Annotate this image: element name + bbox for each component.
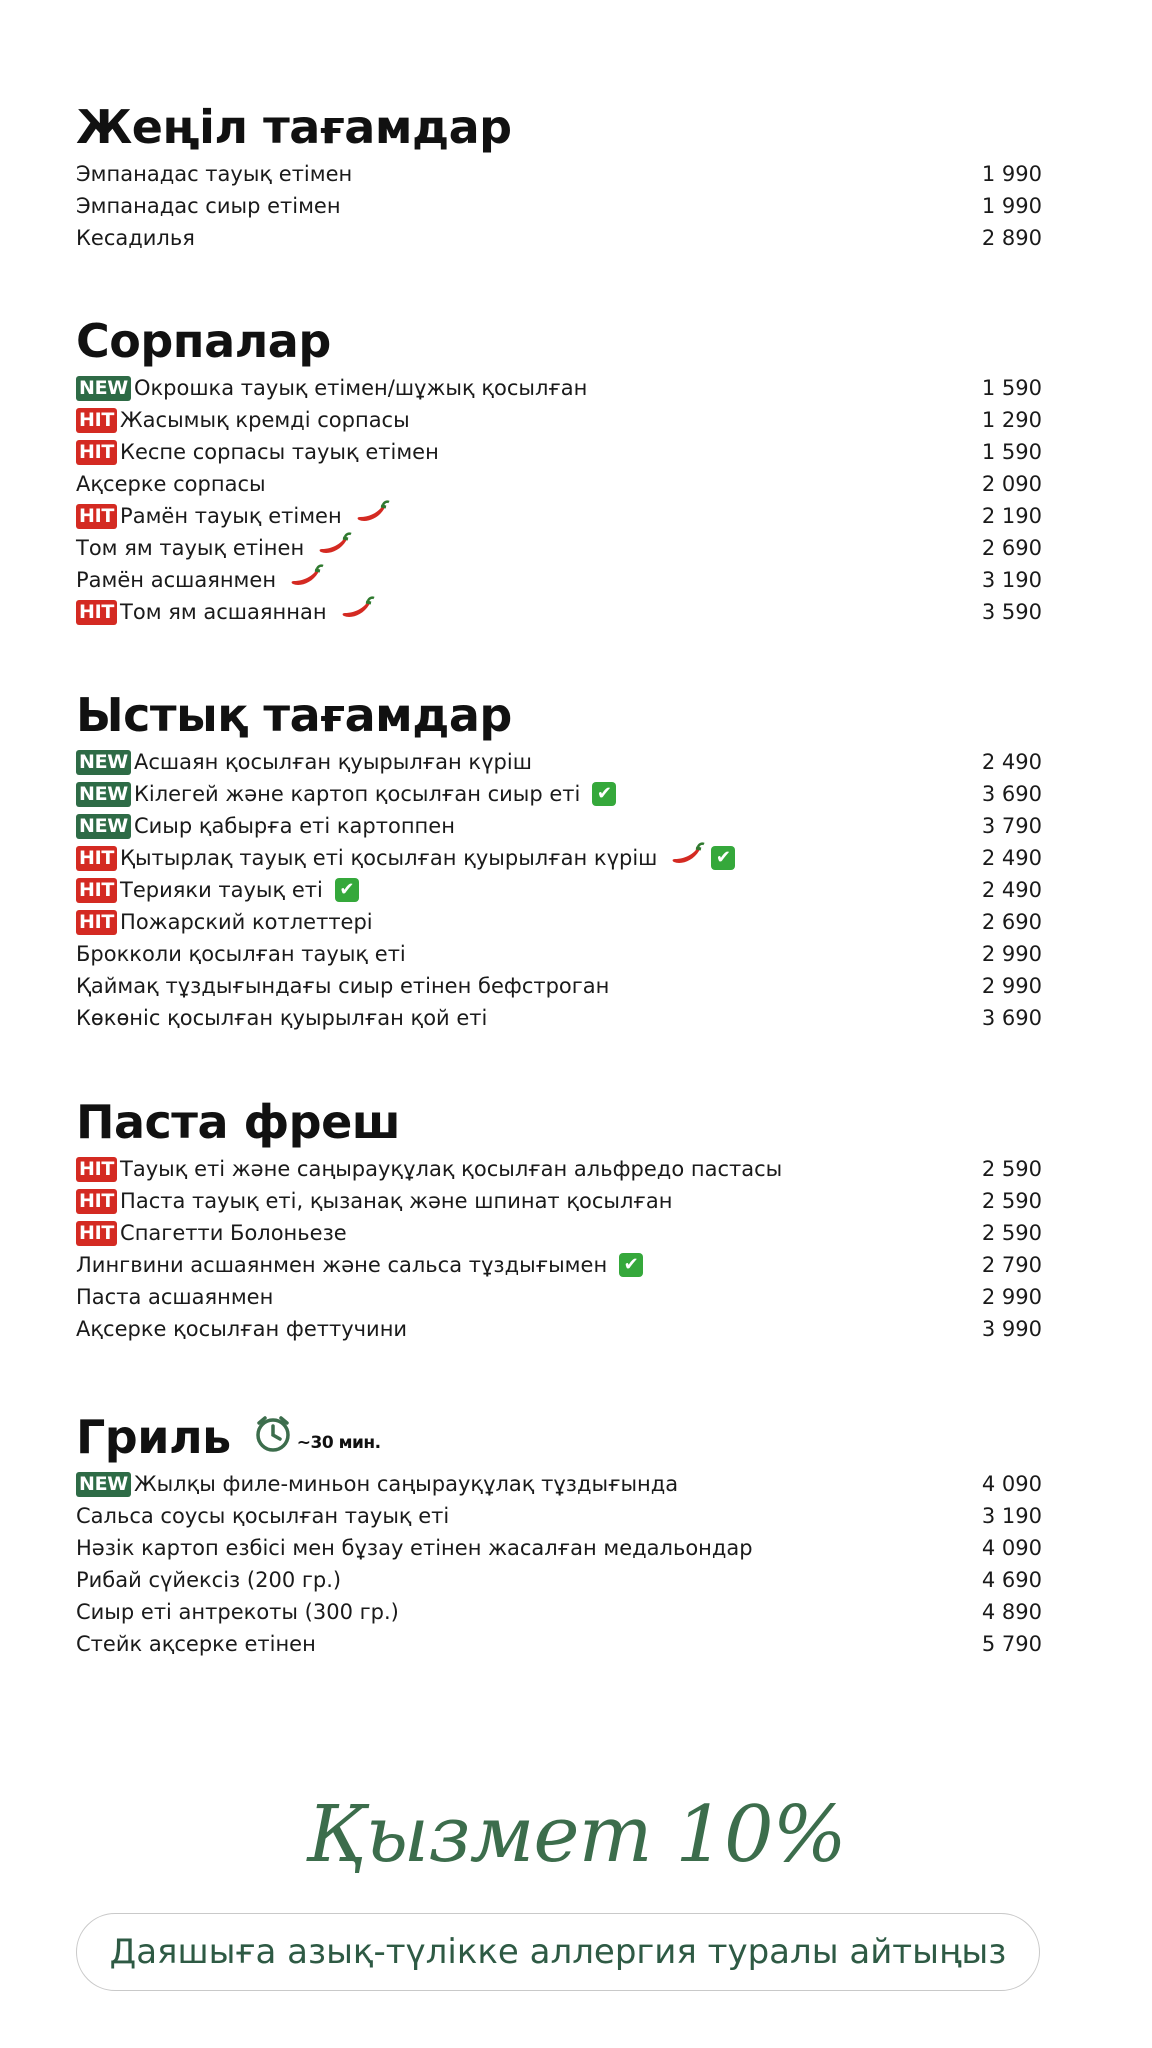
menu-item-price: 2 690 [981,536,1042,560]
menu-item-name: Рамён тауық етімен [120,504,342,528]
menu-item-price: 2 990 [981,974,1042,998]
new-badge: NEW [76,376,131,401]
menu-item-left [76,1596,399,1628]
cooking-time-text: ~30 мин. [296,1433,381,1453]
check-mark-icon: ✔ [335,878,359,902]
menu-item-price: 3 590 [981,600,1042,624]
menu-item-price: 3 790 [981,814,1042,838]
menu-item-price: 2 990 [981,1285,1042,1309]
menu-item-name: Көкөніс қосылған қуырылған қой еті [76,1006,488,1030]
menu-section [76,312,1042,628]
menu-item [76,158,1042,190]
check-mark-icon: ✔ [592,782,616,806]
menu-item [76,1596,1042,1628]
menu-item-price: 5 790 [981,1632,1042,1656]
menu-item-left [76,810,455,842]
menu-item-name: Эмпанадас сиыр етімен [76,194,341,218]
menu-item [76,372,1042,404]
menu-item-name: Окрошка тауық етімен/шұжық қосылған [133,376,588,400]
check-mark-icon: ✔ [711,846,735,870]
menu-item-price: 1 290 [981,408,1042,432]
hit-badge: HIT [76,440,117,465]
section-title [76,686,1042,744]
menu-item [76,1281,1042,1313]
section-title [76,98,1042,156]
menu-section [76,98,1042,254]
menu-item-price: 1 990 [981,194,1042,218]
menu-item [76,746,1042,778]
menu-item-left [76,1185,672,1217]
menu-item [76,1313,1042,1345]
menu-item [76,500,1042,532]
menu-item-price: 2 090 [981,472,1042,496]
menu-item-price: 4 690 [981,1568,1042,1592]
menu-item-price: 4 890 [981,1600,1042,1624]
menu-item-name: Паста тауық еті, қызанақ және шпинат қосылған [120,1189,673,1213]
hit-badge: HIT [76,910,117,935]
chili-pepper-icon [356,499,392,534]
menu-item-left [76,1313,407,1345]
hit-badge: HIT [76,600,117,625]
menu-item [76,596,1042,628]
menu-item [76,1185,1042,1217]
menu-item-name: Қаймақ тұздығындағы сиыр етінен бефстроган [76,974,610,998]
menu-item-left [76,190,341,222]
menu-item-name: Кесадилья [76,226,195,250]
hit-badge: HIT [76,1221,117,1246]
menu-item-left [76,468,266,500]
menu-item-name: Сальса соусы қосылған тауық еті [76,1504,450,1528]
menu-item-price: 3 690 [981,1006,1042,1030]
menu-item-price: 2 690 [981,910,1042,934]
menu-item-name: Ақсерке сорпасы [76,472,266,496]
menu-item [76,564,1042,596]
menu-item-price: 2 490 [981,846,1042,870]
menu-item-name: Сиыр қабырға еті картоппен [133,814,455,838]
section-title [76,312,1042,370]
menu-item-price: 3 190 [981,568,1042,592]
menu-item-left [76,841,735,876]
menu-item [76,436,1042,468]
menu-item-left [76,1002,487,1034]
allergy-text: Даяшыға азық-түлікке аллергия туралы айтыңыз [109,1932,1007,1972]
menu-section [76,1408,1042,1660]
service-charge: Қызмет 10% [306,1790,846,1880]
menu-item-name: Қытырлақ тауық еті қосылған қуырылған күріш [120,846,658,870]
chili-pepper-icon [290,563,326,598]
menu-item-left [76,778,616,810]
menu-item-price: 2 190 [981,504,1042,528]
menu-item-price: 2 490 [981,878,1042,902]
menu-item-name: Эмпанадас тауық етімен [76,162,353,186]
menu-item [76,190,1042,222]
menu-item [76,1532,1042,1564]
new-badge: NEW [76,782,131,807]
menu-item-name: Паста асшаянмен [76,1285,274,1309]
menu-item-left [76,531,354,566]
menu-item-left [76,1468,678,1500]
menu-item-name: Тауық еті және саңырауқұлақ қосылған альфредо пастасы [120,1157,783,1181]
menu-item-price: 3 990 [981,1317,1042,1341]
menu-item-price: 1 590 [981,376,1042,400]
menu-item-left [76,563,326,598]
menu-item-price: 2 590 [981,1221,1042,1245]
section-title-text: Гриль [76,1410,231,1464]
menu-item-left [76,1281,273,1313]
menu-item-name: Пожарский котлеттері [120,910,373,934]
menu-item [76,1628,1042,1660]
menu-item-price: 3 690 [981,782,1042,806]
menu-item-left [76,1500,449,1532]
section-title-text: Ыстық тағамдар [76,688,512,742]
menu-item-left [76,1217,347,1249]
menu-item-left [76,1564,341,1596]
menu-item [76,874,1042,906]
section-title-text: Жеңіл тағамдар [76,100,512,154]
menu-item [76,1249,1042,1281]
menu-item-left [76,372,587,404]
menu-section [76,686,1042,1034]
menu-item-left [76,404,410,436]
menu-item-price: 2 790 [981,1253,1042,1277]
menu-item-name: Том ям асшаяннан [120,600,327,624]
menu-item [76,1500,1042,1532]
menu-item [76,404,1042,436]
cooking-time [253,1408,381,1466]
allergy-notice [76,1913,1040,1991]
hit-badge: HIT [76,504,117,529]
menu-item-name: Стейк ақсерке етінен [76,1632,316,1656]
menu-item [76,1217,1042,1249]
menu-item-name: Кеспе сорпасы тауық етімен [120,440,439,464]
hit-badge: HIT [76,1189,117,1214]
menu-item-name: Рамён асшаянмен [76,568,277,592]
chili-pepper-icon [341,595,377,630]
menu-item [76,906,1042,938]
menu-item-price: 2 590 [981,1157,1042,1181]
menu-item-name: Жылқы филе-миньон саңырауқұлақ тұздығында [133,1472,679,1496]
menu-item [76,1153,1042,1185]
menu-item-price: 2 490 [981,750,1042,774]
menu-item [76,810,1042,842]
menu-item-left [76,1153,782,1185]
check-mark-icon: ✔ [619,1253,643,1277]
section-title-text: Паста фреш [76,1095,401,1149]
menu-item-left [76,499,392,534]
menu-item-name: Асшаян қосылған қуырылған күріш [133,750,532,774]
menu-item-price: 4 090 [981,1472,1042,1496]
hit-badge: HIT [76,878,117,903]
menu-item [76,1468,1042,1500]
menu-item-name: Сиыр еті антрекоты (300 гр.) [76,1600,399,1624]
menu-item [76,1564,1042,1596]
menu-item-left [76,1249,643,1281]
chili-pepper-icon [318,531,354,566]
menu-item-left [76,436,439,468]
menu-item-name: Рибай сүйексіз (200 гр.) [76,1568,342,1592]
menu-item-price: 2 990 [981,942,1042,966]
menu-item [76,468,1042,500]
section-title-text: Сорпалар [76,314,331,368]
menu-item [76,222,1042,254]
menu-item-price: 2 890 [981,226,1042,250]
menu-item-left [76,158,352,190]
menu-item-price: 1 990 [981,162,1042,186]
menu-item-left [76,222,195,254]
menu-item-left [76,970,609,1002]
menu-item-name: Том ям тауық етінен [76,536,305,560]
menu-item-name: Жасымық кремді сорпасы [120,408,410,432]
hit-badge: HIT [76,408,117,433]
menu-item-left [76,1628,316,1660]
menu-item-left [76,746,532,778]
menu-item-left [76,938,406,970]
menu-item-price: 2 590 [981,1189,1042,1213]
menu-item-name: Брокколи қосылған тауық еті [76,942,406,966]
menu-item-price: 4 090 [981,1536,1042,1560]
menu-item-price: 3 190 [981,1504,1042,1528]
new-badge: NEW [76,750,131,775]
menu-section [76,1093,1042,1345]
clock-icon [253,1408,293,1466]
menu-item-left [76,874,359,906]
new-badge: NEW [76,814,131,839]
menu-item [76,938,1042,970]
menu-item-name: Ақсерке қосылған феттучини [76,1317,408,1341]
hit-badge: HIT [76,846,117,871]
menu-item-left [76,595,377,630]
menu-item-left [76,906,373,938]
chili-pepper-icon [671,841,707,876]
menu-item [76,970,1042,1002]
menu-item-name: Терияки тауық еті [120,878,323,902]
menu-item [76,1002,1042,1034]
menu-item-left [76,1532,753,1564]
menu-item-name: Нәзік картоп езбісі мен бұзау етінен жасалған медальондар [76,1536,753,1560]
hit-badge: HIT [76,1157,117,1182]
menu-item-name: Лингвини асшаянмен және сальса тұздығымен [76,1253,608,1277]
menu-item-name: Кілегей және картоп қосылған сиыр еті [133,782,581,806]
menu-item-price: 1 590 [981,440,1042,464]
section-title [76,1408,1042,1466]
menu-item [76,778,1042,810]
menu-item [76,842,1042,874]
menu-item [76,532,1042,564]
new-badge: NEW [76,1472,131,1497]
section-title [76,1093,1042,1151]
menu-item-name: Спагетти Болоньезе [120,1221,347,1245]
